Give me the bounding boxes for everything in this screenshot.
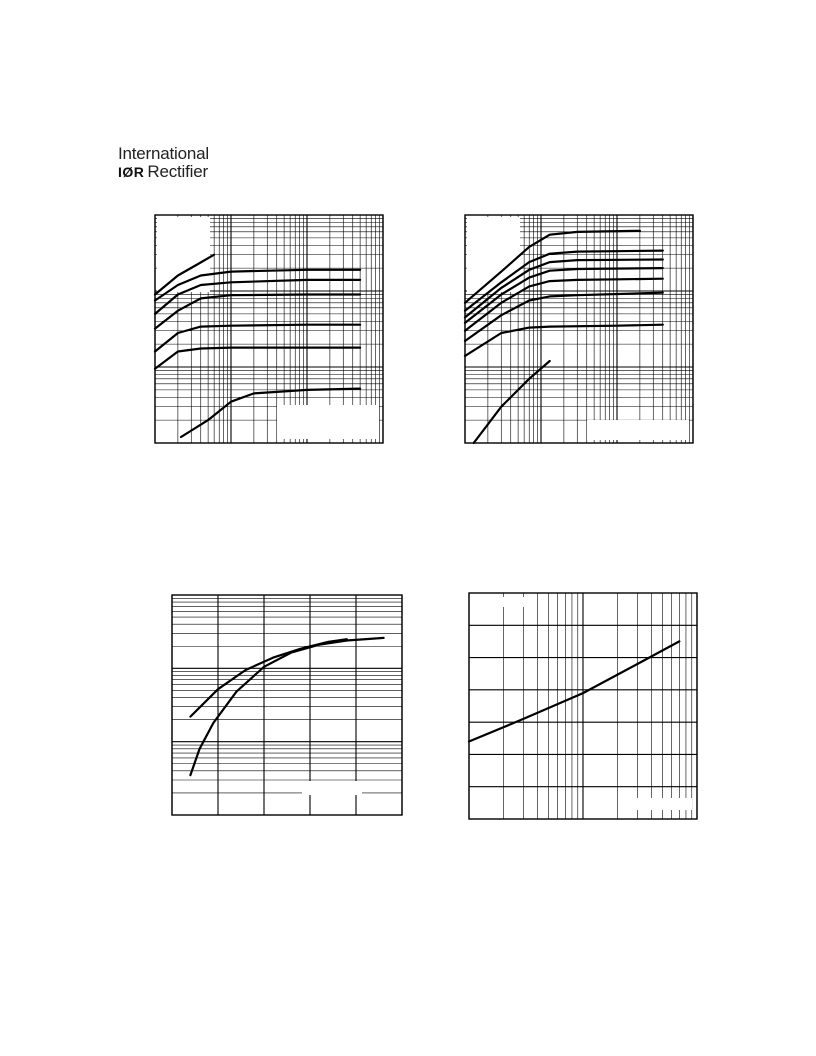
chart-output-characteristics-2 (465, 215, 693, 443)
chart-grid (469, 593, 697, 819)
chart-output-characteristics-1 (155, 215, 383, 443)
logo-line-international: International (118, 144, 209, 163)
chart-frame (172, 595, 402, 815)
series-line-4 (155, 295, 360, 329)
label-blank (634, 798, 692, 810)
logo-word-rectifier: Rectifier (147, 162, 208, 181)
chart-transfer-characteristics (172, 595, 402, 815)
label-blank (277, 405, 379, 439)
series-line-6 (155, 348, 360, 369)
series-line-1 (190, 639, 346, 716)
label-blank (176, 653, 216, 667)
series-line-1 (469, 641, 679, 741)
logo-mark: IØR (118, 164, 145, 180)
company-logo (118, 144, 218, 181)
label-blank (587, 420, 689, 440)
label-blank (302, 781, 362, 795)
logo-line-rectifier (118, 163, 218, 181)
chart-normalized-resistance (469, 593, 697, 819)
chart-grid (172, 595, 402, 815)
label-blank (473, 597, 528, 607)
series-line-8 (474, 361, 550, 443)
label-blank (157, 217, 210, 292)
